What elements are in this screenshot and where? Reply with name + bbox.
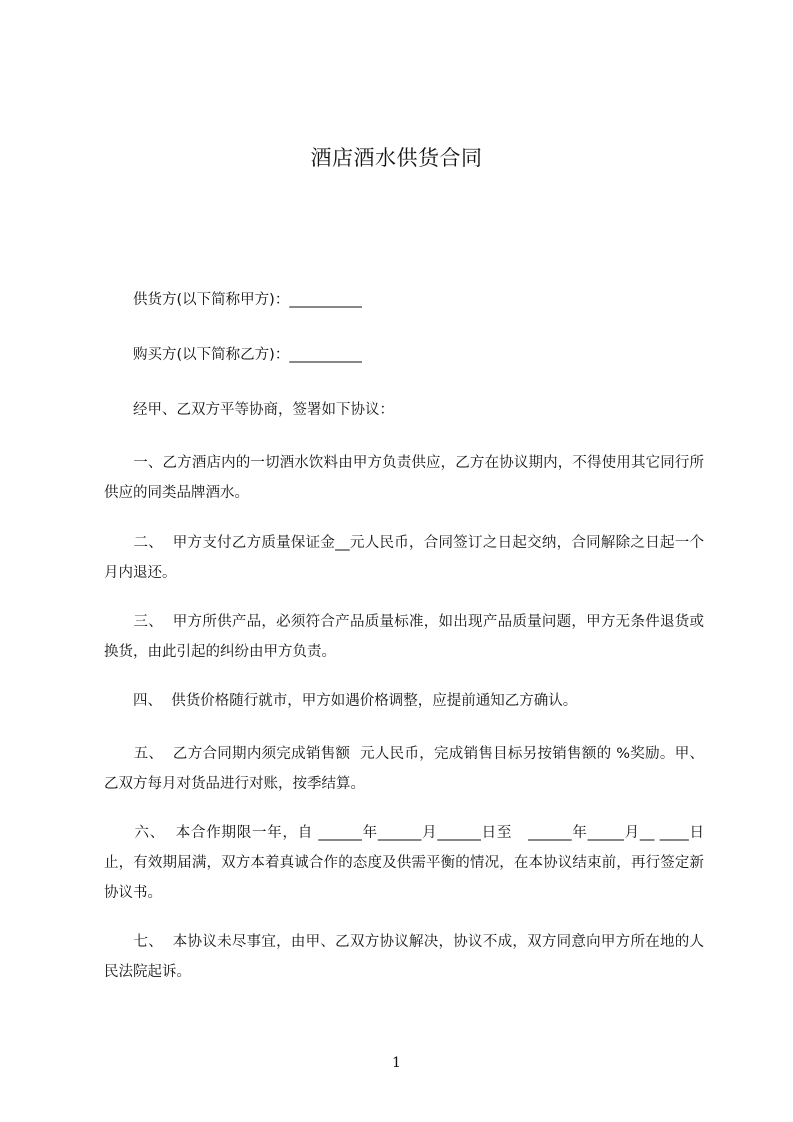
- clause-7: 七、 本协议未尽事宜，由甲、乙双方协议解决，协议不成，双方同意向甲方所在地的人民法院起诉。: [104, 934, 704, 980]
- clause-5: 五、 乙方合同期内须完成销售额 元人民币，完成销售目标另按销售额的 %奖励。甲、乙双方每月对货品进行对账，按季结算。: [104, 746, 704, 792]
- clause-2: 二、 甲方支付乙方质量保证金__元人民币，合同签订之日起交纳，合同解除之日起一个月内退还。: [104, 535, 704, 581]
- clause-6: 六、 本合作期限一年，自 ______年______月______日至 ______年_____月__ ____日止，有效期届满，双方本着真诚合作的态度及供需平衡的情况，在本协议结束前，再行签定新协议书。: [104, 825, 704, 901]
- buyer-line: 购买方(以下简称乙方)：__________: [104, 347, 362, 363]
- document-title: 酒店酒水供货合同: [310, 146, 483, 170]
- agreement-intro: 经甲、乙双方平等协商，签署如下协议：: [104, 402, 394, 418]
- page-number: 1: [392, 1055, 401, 1071]
- clause-4: 四、 供货价格随行就市，甲方如遇价格调整，应提前通知乙方确认。: [104, 693, 578, 709]
- supplier-line: 供货方(以下简称甲方)：__________: [104, 292, 362, 308]
- clause-3: 三、 甲方所供产品，必须符合产品质量标准，如出现产品质量问题，甲方无条件退货或换货，由此引起的纠纷由甲方负责。: [104, 614, 704, 660]
- clause-1: 一、乙方酒店内的一切酒水饮料由甲方负责供应，乙方在协议期内，不得使用其它同行所供应的同类品牌酒水。: [104, 455, 704, 501]
